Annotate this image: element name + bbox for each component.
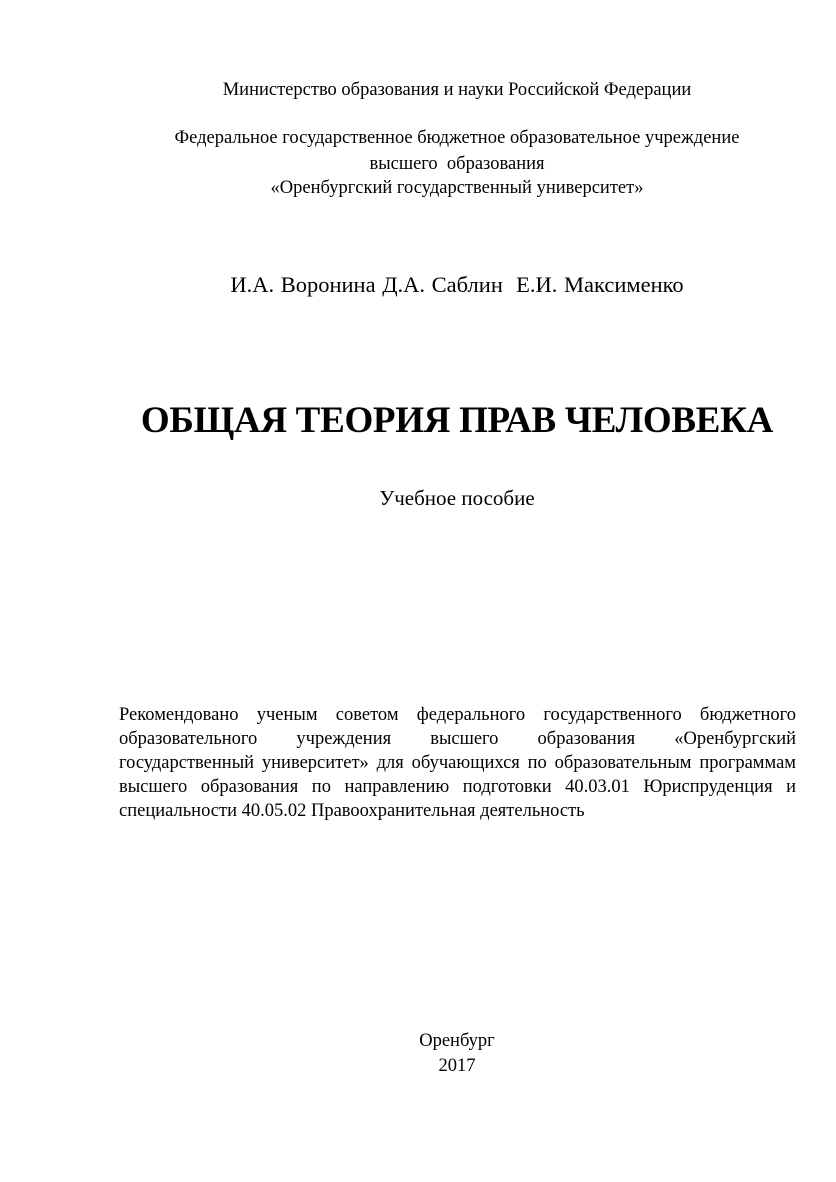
ministry-line: Министерство образования и науки Российской Федерации bbox=[222, 80, 692, 100]
institution-line-2: высшего образования bbox=[369, 154, 545, 174]
authors: И.А. Воронина Д.А. Саблин Е.И. Максименко bbox=[230, 272, 684, 297]
recommendation-text: Рекомендовано ученым советом федерального государственного бюджетного образовательного учреждения высшего образования «Оренбургский государственный университет» для обучающихся по образовательным программам высшего образования по направлению подготовки 40.03.01 Юриспруденция и специальности 40.05.02 Правоохранительная деятельность bbox=[119, 705, 796, 821]
book-title: ОБЩАЯ ТЕОРИЯ ПРАВ ЧЕЛОВЕКА bbox=[140, 400, 774, 441]
publication-city: Оренбург bbox=[419, 1031, 495, 1051]
publication-year: 2017 bbox=[438, 1056, 476, 1076]
institution-line-1: Федеральное государственное бюджетное образовательное учреждение bbox=[174, 128, 740, 148]
book-subtitle: Учебное пособие bbox=[379, 486, 535, 510]
institution-line-3: «Оренбургский государственный университет» bbox=[270, 178, 644, 198]
